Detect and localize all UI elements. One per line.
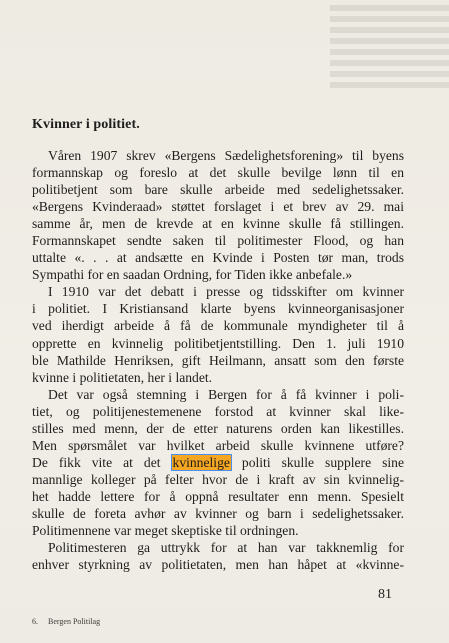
text-line: Politimesteren ga uttrykk for at han var takknemlig for [48, 540, 404, 556]
section-heading: Kvinner i politiet. [32, 117, 140, 132]
text-line: Men spørsmålet var hvilket arbeid skulle kvinnene utføre? [32, 437, 404, 453]
text-line: Våren 1907 skrev «Bergens Sædelighetsforening» til byens [48, 148, 404, 163]
text-line: tiet, og politijenestemenene forstod at kvinner skal like- [32, 403, 404, 419]
text-line: ble Mathilde Henriksen, gift Heilmann, ansatt som den første [32, 352, 404, 368]
text-line [32, 454, 404, 471]
text-line: I 1910 var det debatt i presse og tidsskifter om kvinner [48, 284, 404, 300]
text-line: kvinne i politietaten, her i landet. [32, 369, 213, 385]
footer-sheet-number: 6. [32, 617, 38, 626]
text-line: Sympathi for en saadan Ordning, for Tiden ikke anbefale.» [32, 267, 353, 283]
text-line: stilles med menn, der de etter naturens orden kan likestilles. [32, 420, 404, 436]
text-line: ved iherdigt arbeide å få de kommunale myndigheter til å [32, 318, 404, 334]
text-line: i politiet. I Kristiansand klarte byens kvinneorganisasjoner [32, 301, 404, 317]
highlighted-word[interactable]: kvinnelige [172, 454, 230, 470]
text-line: uttalte «. . . at andsætte en Kvinde i Posten tør man, trods [32, 250, 404, 266]
text-line: Det var også stemning i Bergen for å få kvinner i poli- [48, 386, 404, 402]
text-line: formannskap og foreslo at det skulle bevilge lønn til en [32, 165, 404, 181]
text-line: samme år, men de krevde at en kvinne skulle få stillingen. [32, 216, 404, 232]
text-line: opprette en kvinnelig politibetjentstilling. Den 1. juli 1910 [32, 335, 404, 351]
text-line: Formannskapet sendte saken til politimester Flood, og han [32, 233, 404, 249]
text-line: enhver styrkning av politietaten, men han håpet at «kvinne- [32, 557, 404, 573]
text-line-pre: De fikk vite at det [32, 454, 172, 470]
text-line-post: politi skulle supplere sine [230, 454, 404, 470]
text-line: skulle de foreta avhør av kvinner og barn i sedelighetssaker. [32, 505, 404, 521]
footer-title: Bergen Politilag [48, 617, 101, 626]
bleed-through-text [330, 0, 449, 110]
text-line: «Bergens Kvinderaad» støttet forslaget i et brev av 29. mai [32, 199, 404, 215]
page-number: 81 [378, 587, 392, 602]
text-line: Politimennene var meget skeptiske til ordningen. [32, 523, 299, 539]
text-line: mannlige kolleger på felter hvor de i kraft av sin kvinnelig- [32, 471, 404, 487]
body-text [32, 147, 404, 573]
text-line: politibetjent som bare skulle arbeide med sedelighetssaker. [32, 182, 404, 198]
footer-signature [32, 617, 108, 626]
text-line: het hadde lettere for å oppnå resultater enn menn. Spesielt [32, 488, 404, 504]
